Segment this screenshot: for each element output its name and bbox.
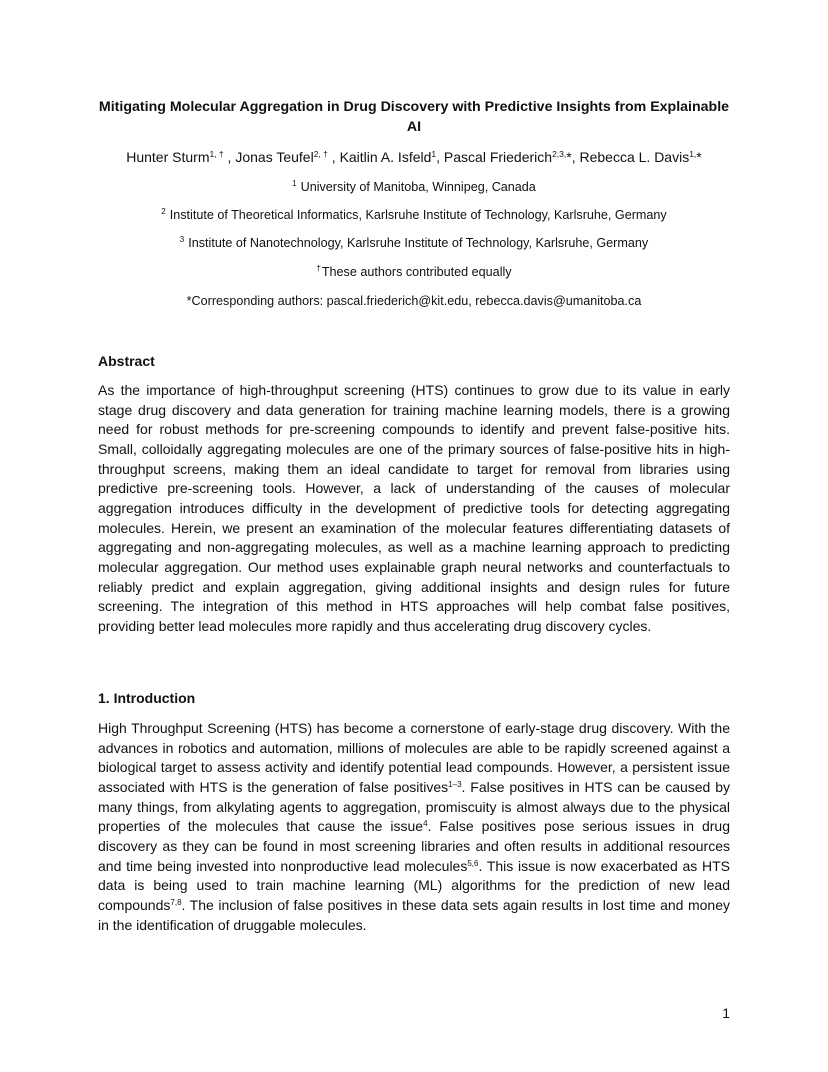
equal-contribution-text: These authors contributed equally <box>321 265 512 279</box>
citation: 4 <box>423 819 428 829</box>
corresponding-star: * <box>696 149 702 165</box>
author-list: Hunter Sturm$^{1, \dagger}$ , Jonas Teufel$^{2, \dagger}$ , Kaitlin A. Isfeld$^1$, Pascal Friederich$^{2,3,}$*, Rebecca L. Davis$^{1,}$* <box>126 149 702 165</box>
author-name: Kaitlin A. Isfeld <box>339 149 432 165</box>
author-affiliation-mark: 2, † <box>313 149 328 159</box>
author-name: Hunter Sturm <box>126 149 210 165</box>
author-name: Pascal Friederich <box>443 149 553 165</box>
abstract-text: As the importance of high-throughput screening (HTS) continues to grow due to its value in early stage drug discovery and data generation for training machine learning models, there is a growing need for robust methods for pre-screening compounds to identify and prevent false-positive hits. Small, colloidally aggregating molecules are one of the primary sources of false-positive hits in high-throughput screens, making them an ideal candidate to target for removal from libraries using predictive pre-screening tools. However, a lack of understanding of the causes of molecular aggregation introduces difficulty in the development of predictive tools for detecting aggregating molecules. Herein, we present an examination of the molecular features differentiating datasets of aggregating and non-aggregating molecules, as well as a machine learning approach to predicting molecular aggregation. Our method uses explainable graph neural networks and counterfactuals to reliably predict and explain aggregation, giving additional insights and design rules for future screening. The integration of this method in HTS approaches will help combat false positives, providing better lead molecules more rapidly and thus accelerating drug discovery cycles. <box>98 382 730 634</box>
introduction-heading: 1. Introduction <box>98 690 196 706</box>
affiliation-mark: 1 <box>292 179 297 188</box>
citation: 5,6 <box>467 858 479 868</box>
author-affiliation-mark: 2,3, <box>552 149 567 159</box>
corresponding-authors: *Corresponding authors: pascal.friederich@kit.edu, rebecca.davis@umanitoba.ca <box>186 294 642 308</box>
author-affiliation-mark: 1, <box>689 149 697 159</box>
corresponding-star: * <box>566 149 572 165</box>
citation: 7,8 <box>170 897 182 907</box>
affiliation-mark: 2 <box>161 207 166 216</box>
affiliation-text: University of Manitoba, Winnipeg, Canada <box>300 180 536 194</box>
abstract-heading: Abstract <box>98 353 155 369</box>
text-run: . The inclusion of false positives in these data sets again results in lost time and money in the identification of druggable molecules. <box>98 896 730 933</box>
affiliation-2 <box>60 206 768 224</box>
affiliation-3 <box>60 234 768 252</box>
author-affiliation-mark: 1 <box>431 149 437 159</box>
author-name: Rebecca L. Davis <box>579 149 690 165</box>
author-affiliation-mark: 1, † <box>209 149 224 159</box>
introduction-paragraph <box>98 719 730 935</box>
affiliation-text: Institute of Nanotechnology, Karlsruhe Institute of Technology, Karlsruhe, Germany <box>188 236 649 250</box>
paper-title: Mitigating Molecular Aggregation in Drug Discovery with Predictive Insights from Explainable AI <box>98 99 730 135</box>
author-name: Jonas Teufel <box>235 149 314 165</box>
text-run: High Throughput Screening (HTS) has become a cornerstone of early-stage drug discovery. With the advances in robotics and automation, millions of molecules are able to be rapidly screened against a biological target to assess activity and identify potential lead compounds. However, a persistent issue associated with HTS is the generation of false positives <box>98 720 730 795</box>
citation: 1–3 <box>448 779 462 789</box>
page-number: 1 <box>722 1005 730 1021</box>
text-run: . This issue is now exacerbated as HTS data is being used to train machine learning (ML) algorithms for the prediction of new lead compounds <box>98 857 730 913</box>
affiliation-mark: 3 <box>179 235 185 244</box>
text-run: . False positives pose serious issues in drug discovery as they can be found in most screening libraries and often results in additional resources and time being invested into nonproductive lead molecules <box>98 818 730 874</box>
dagger-mark: † <box>316 264 321 273</box>
affiliation-1 <box>60 178 768 196</box>
affiliation-text: Institute of Theoretical Informatics, Karlsruhe Institute of Technology, Karlsruhe, Germany <box>169 208 667 222</box>
text-run: . False positives in HTS can be caused by many things, from alkylating agents to aggregation, promiscuity is almost always due to the physical properties of the molecules that cause the issue <box>98 778 730 835</box>
equal-contribution-note <box>60 263 768 281</box>
